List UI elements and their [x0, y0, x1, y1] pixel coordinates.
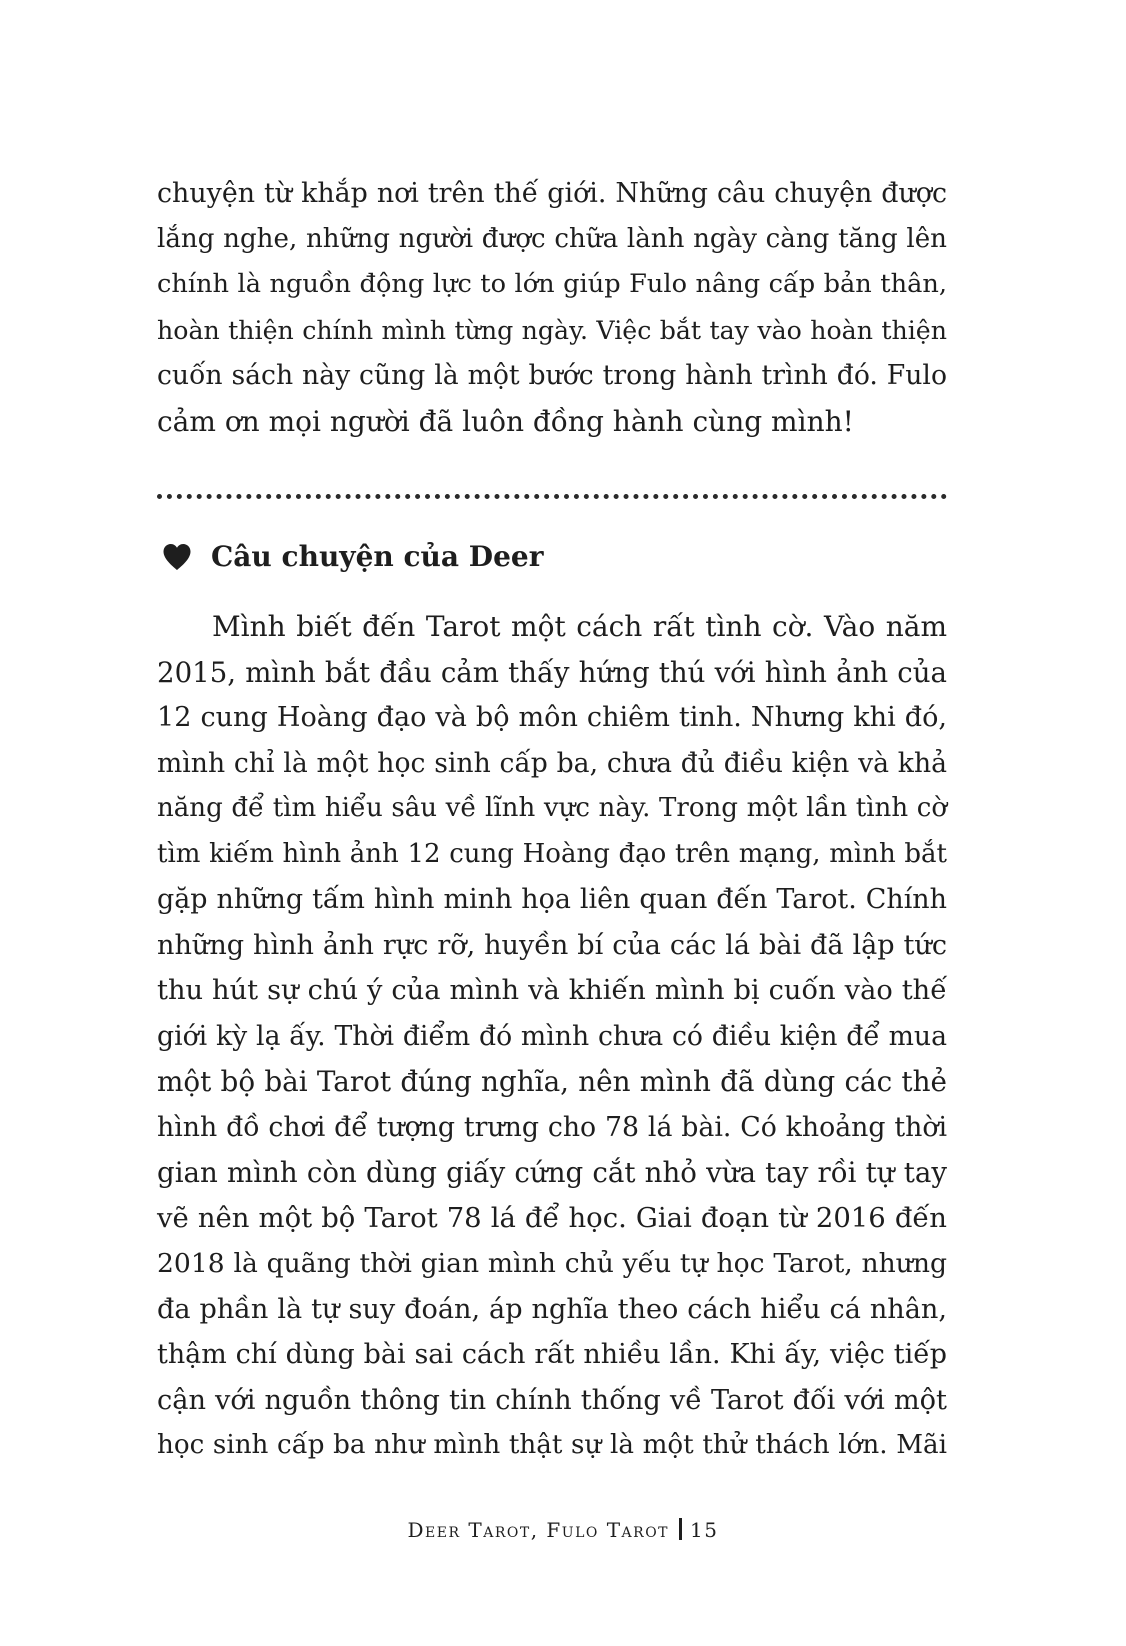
- running-title: Deer Tarot, Fulo Tarot: [407, 1518, 670, 1542]
- paragraph-line: đa phần là tự suy đoán, áp nghĩa theo cách hiểu cá nhân,: [157, 1293, 947, 1325]
- paragraph-line: cảm ơn mọi người đã luôn đồng hành cùng mình!: [157, 404, 854, 438]
- paragraph-line: hình đồ chơi để tượng trưng cho 78 lá bài. Có khoảng thời: [157, 1111, 947, 1143]
- dotted-divider: [157, 494, 947, 499]
- paragraph-line: cuốn sách này cũng là một bước trong hành trình đó. Fulo: [157, 360, 947, 391]
- heart-icon: [161, 541, 193, 573]
- paragraph-line: chuyện từ khắp nơi trên thế giới. Những câu chuyện được: [157, 178, 947, 209]
- paragraph-line: thu hút sự chú ý của mình và khiến mình bị cuốn vào thế: [157, 975, 947, 1006]
- paragraph-line: gian mình còn dùng giấy cứng cắt nhỏ vừa tay rồi tự tay: [157, 1156, 947, 1189]
- paragraph-line: những hình ảnh rực rỡ, huyền bí của các lá bài đã lập tức: [157, 929, 947, 961]
- paragraph-line: vẽ nên một bộ Tarot 78 lá để học. Giai đoạn từ 2016 đến: [157, 1202, 947, 1234]
- page-footer: [0, 1516, 1126, 1544]
- paragraph-line: mình chỉ là một học sinh cấp ba, chưa đủ điều kiện và khả: [157, 747, 947, 779]
- footer-separator: [679, 1518, 682, 1540]
- page-number: 15: [690, 1518, 719, 1542]
- section-heading: [161, 537, 543, 577]
- paragraph-line: lắng nghe, những người được chữa lành ngày càng tăng lên: [157, 223, 947, 254]
- paragraph-line: thậm chí dùng bài sai cách rất nhiều lần. Khi ấy, việc tiếp: [157, 1339, 947, 1370]
- paragraph-line: chính là nguồn động lực to lớn giúp Fulo nâng cấp bản thân,: [157, 269, 947, 299]
- story-paragraph: [157, 604, 947, 1469]
- paragraph-line: năng để tìm hiểu sâu về lĩnh vực này. Trong một lần tình cờ: [157, 793, 947, 823]
- paragraph-line: một bộ bài Tarot đúng nghĩa, nên mình đã dùng các thẻ: [157, 1065, 947, 1098]
- intro-paragraph: [157, 171, 947, 444]
- paragraph-line: Mình biết đến Tarot một cách rất tình cờ. Vào năm: [212, 610, 947, 643]
- paragraph-line: hoàn thiện chính mình từng ngày. Việc bắt tay vào hoàn thiện: [157, 315, 947, 345]
- paragraph-line: giới kỳ lạ ấy. Thời điểm đó mình chưa có điều kiện để mua: [157, 1020, 947, 1052]
- paragraph-line: tìm kiếm hình ảnh 12 cung Hoàng đạo trên mạng, mình bắt: [157, 838, 947, 869]
- paragraph-line: cận với nguồn thông tin chính thống về Tarot đối với một: [157, 1384, 947, 1416]
- paragraph-line: gặp những tấm hình minh họa liên quan đến Tarot. Chính: [157, 884, 947, 915]
- paragraph-line: 2018 là quãng thời gian mình chủ yếu tự học Tarot, nhưng: [157, 1248, 947, 1279]
- paragraph-line: 2015, mình bắt đầu cảm thấy hứng thú với hình ảnh của: [157, 655, 947, 689]
- paragraph-line: 12 cung Hoàng đạo và bộ môn chiêm tinh. Nhưng khi đó,: [157, 702, 947, 733]
- section-title: Câu chuyện của Deer: [211, 540, 544, 573]
- paragraph-line: học sinh cấp ba như mình thật sự là một thử thách lớn. Mãi: [157, 1430, 947, 1460]
